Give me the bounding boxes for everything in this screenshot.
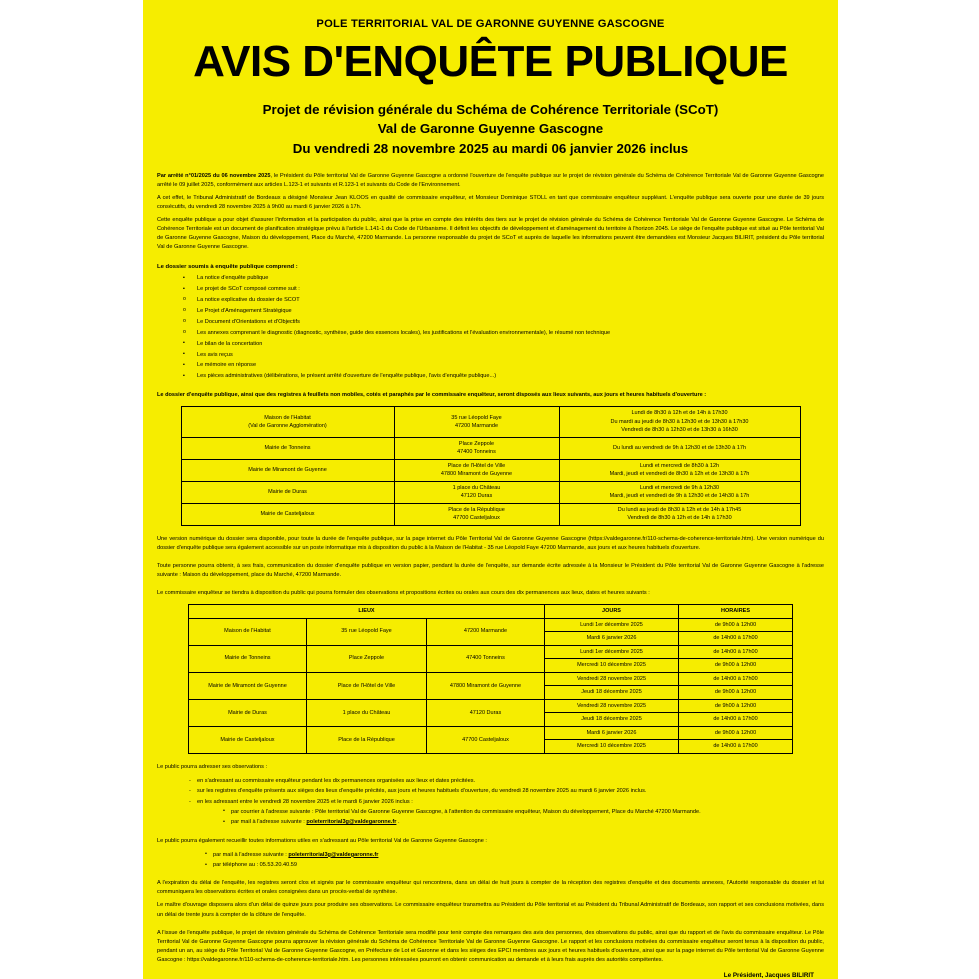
cell-horaire: de 14h00 à 17h00 [679, 672, 793, 686]
cell-jour: Mardi 6 janvier 2026 [545, 632, 679, 646]
cell-horaire: de 14h00 à 17h00 [679, 740, 793, 754]
cell-adresse [394, 481, 559, 503]
list-item: o La notice explicative du dossier de SCOT [183, 295, 824, 306]
list-item [223, 817, 824, 827]
cell-adresse [394, 407, 559, 438]
cell-horaires [559, 459, 800, 481]
cell-lieu [181, 407, 394, 438]
cell-cp: 47200 Marmande [426, 618, 544, 645]
table-row [181, 459, 800, 481]
list-item: o Le Document d'Orientations et d'Objectifs [183, 317, 824, 328]
adresse-line-1: Place de l'Hôtel de Ville [447, 462, 506, 469]
organisation-name: POLE TERRITORIAL VAL DE GARONNE GUYENNE GASCOGNE [316, 18, 665, 30]
renseignements-list [157, 850, 824, 871]
table-row [181, 437, 800, 459]
observations-dash-list [157, 776, 824, 807]
table-row [188, 672, 792, 686]
consultation-locations-table [181, 406, 801, 526]
closing-paragraph-3: A l'issue de l'enquête publique, le projet de révision générale du Schéma de Cohérence Territoriale sera modifié pour tenir compte des remarques des avis des personnes, des observations du public, ainsi que du rapport et de l'avis du commissaire enquêteur. Le Pôle Territorial Val de Garonne Guyenne Gascogne pourra approuver la révision générale du Schéma de Cohérence Territoriale Val de Garonne Guyenne Gascogne. Le rapport et les conclusions motivées du commissaire enquêteur seront tenus à la disposition du public, pendant un an, au siège du Pôle Territorial Val de Garonne Guyenne Gascogne, en Préfecture de Lot et Garonne et dans les sièges des EPCI membres aux jours et heures habituels d'ouverture, ainsi que sur la page internet du Pôle territorial Val de Garonne Guyenne Gascogne : https://valdegaronne.fr/110-schema-de-coherence-territoriale.htm. Les personnes intéressées pourront en obtenir communication au demande et à leurs frais auprès des autorités compétentes. [157, 929, 824, 963]
decree-reference: Par arrêté n°01/2025 du 06 novembre 2025 [157, 172, 271, 179]
mail-suffix: . [396, 819, 400, 826]
dossier-list [157, 273, 824, 295]
list-item: - sur les registres d'enquête présents aux sièges des lieux d'enquête précités, aux jours et heures habituels d'ouverture, du vendredi 28 novembre 2025 au mardi 6 janvier 2026 inclus. [189, 786, 824, 796]
cell-lieu: Mairie de Tonneins [181, 437, 394, 459]
adresse-line-2: 47700 Casteljaloux [453, 515, 500, 522]
cell-jour: Jeudi 18 décembre 2025 [545, 713, 679, 727]
numerique-paragraph-1: Une version numérique du dossier sera disponible, pour toute la durée de l'enquête publique, sur la page internet du Pôle Territorial Val de Garonne Guyenne Gascogne (https://valdegaronne.fr/110-schema-de-coherence-territoriale.htm). Une version numérique du dossier d'enquête publique sera également accessible sur un poste informatique mis à disposition du public à la Maison de l'Habitat - 35 rue Léopold Faye 47200 Marmande, aux jours et aux heures habituels d'ouverture. [157, 535, 824, 551]
horaire-line: Vendredi de 8h30 à 12h30 et de 13h30 à 16h30 [621, 427, 738, 434]
cell-horaire: de 9h00 à 12h00 [679, 618, 793, 632]
list-item: ▪ Le projet de SCoT composé comme suit : [183, 284, 824, 295]
email-link[interactable]: poleterritorial3g@valdegaronne.fr [306, 819, 397, 826]
renseignements-heading: Le public pourra également recueillir toutes informations utiles en s'adressant au Pôle territorial Val de Garonne Guyenne Gascogne : [157, 837, 487, 844]
mail-label: par mail à l'adresse suivante : [231, 819, 307, 826]
cell-horaire: de 9h00 à 12h00 [679, 699, 793, 713]
cell-adresse [394, 459, 559, 481]
subtitle-line-3: Du vendredi 28 novembre 2025 au mardi 06 janvier 2026 inclus [292, 140, 689, 156]
lieu-line-1: Maison de l'Habitat [264, 414, 311, 421]
cell-adresse [394, 437, 559, 459]
table-row [181, 503, 800, 525]
closing-paragraph-2: Le maître d'ouvrage disposera alors d'un délai de quinze jours pour produire ses observations. Le commissaire enquêteur transmettra au Président du Pôle territorial et au Président du Tribunal Administratif de Bordeaux, son rapport et ses conclusions motivées, dans un délai de trente jours à compter de la clôture de l'enquête. [157, 902, 824, 918]
list-item: • par téléphone au : 05.53.20.40.59 [205, 860, 824, 870]
table-row [188, 645, 792, 659]
numerique-paragraph-2: Toute personne pourra obtenir, à ses frais, communication du dossier d'enquête publique en version papier, pendant la durée de l'enquête, sur demande écrite adressée à la Monsieur le Président du Pôle territorial Val de Garonne Guyenne Gascogne à l'adresse suivante : Maison du développement, place du Marché, 47200 Marmande. [157, 563, 824, 579]
permanences-table [188, 604, 793, 754]
horaire-line: Mardi, jeudi et vendredi de 8h30 à 12h et de 13h30 à 17h [609, 471, 750, 478]
cell-adresse: 1 place du Château [306, 699, 426, 726]
intro-paragraph-1 [157, 172, 824, 190]
cell-horaire: de 14h00 à 17h00 [679, 632, 793, 646]
list-item: o Le Projet d'Aménagement Stratégique [183, 306, 824, 317]
cell-cp: 47800 Miramont de Guyenne [426, 672, 544, 699]
list-item [205, 850, 824, 860]
header-lieux: LIEUX [188, 605, 544, 619]
adresse-line-1: 35 rue Léopold Faye [451, 414, 502, 421]
intro-paragraph-3: Cette enquête publique a pour objet d'assurer l'information et la participation du public, ainsi que la prise en compte des intérêts des tiers sur le projet de révision générale du Schéma de Cohérence Territoriale Val de Garonne Guyenne Gascogne. Le Schéma de Cohérence Territoriale est un document de planification stratégique prévu à l'article L.141-1 du Code de l'Urbanisme. Il définit les objectifs de développement et d'aménagement du territoire à l'horizon 2045. Le siège de l'enquête publique est situé au Pôle territorial Val de Garonne Guyenne Gascogne, Maison du développement, Place du Marché, 47200 Marmande. La personne responsable du projet de SCoT et auprès de laquelle les informations peuvent être demandées est Monsieur Jacques BILIRIT, président du Pôle territorial Val de Garonne Guyenne Gascogne. [157, 216, 824, 251]
cell-jour: Mercredi 10 décembre 2025 [545, 659, 679, 673]
page-title: AVIS D'ENQUÊTE PUBLIQUE [193, 37, 788, 86]
email-link[interactable]: poleterritorial3g@valdegaronne.fr [288, 851, 379, 858]
table-row [188, 699, 792, 713]
observations-heading: Le public pourra adresser ses observations : [157, 763, 268, 770]
cell-jour: Lundi 1er décembre 2025 [545, 645, 679, 659]
adresse-line-1: Place Zeppole [458, 440, 495, 447]
table-row [181, 481, 800, 503]
intro-paragraph-1-rest: , le Président du Pôle territorial Val de Garonne Guyenne Gascogne a ordonné l'ouverture de l'enquête publique sur le projet de révision générale du Schéma de Cohérence Territoriale Val de Garonne Guyenne Gascogne arrêté le 09 juillet 2025, conformément aux articles L.123-1 et suivants et R.123-1 et suivants du Code de l'Environnement. [157, 172, 824, 188]
adresse-line-2: 47800 Miramont de Guyenne [440, 471, 513, 478]
list-item: - en s'adressant au commissaire enquêteur pendant les dix permanences organisées aux lieux et dates précitées. [189, 776, 824, 786]
cell-horaire: de 9h00 à 12h00 [679, 659, 793, 673]
cell-horaires [559, 481, 800, 503]
cell-adresse: Place de l'Hôtel de Ville [306, 672, 426, 699]
public-enquiry-poster [143, 0, 838, 979]
cell-horaires [559, 407, 800, 438]
cell-jour: Vendredi 28 novembre 2025 [545, 699, 679, 713]
consultation-lead: Le dossier d'enquête publique, ainsi que des registres à feuillets non mobiles, cotés et paraphés par le commissaire enquêteur, seront disposés aux lieux suivants, aux jours et heures habituels d'ouverture : [157, 392, 707, 399]
cell-jour: Vendredi 28 novembre 2025 [545, 672, 679, 686]
list-item: ▪ Les avis reçus [183, 350, 824, 361]
list-item: o Les annexes comprenant le diagnostic (diagnostic, synthèse, guide des essences locales), les justifications et l'évaluation environnementale), le résumé non technique [183, 328, 824, 339]
adresse-line-1: 1 place du Château [452, 484, 501, 491]
dossier-sublist [157, 295, 824, 339]
cell-horaires [559, 503, 800, 525]
header-horaires: HORAIRES [679, 605, 793, 619]
cell-adresse: Place Zeppole [306, 645, 426, 672]
cell-horaire: de 14h00 à 17h00 [679, 645, 793, 659]
cell-lieu: Mairie de Tonneins [188, 645, 306, 672]
table-header-row [188, 605, 792, 619]
cell-lieu: Mairie de Duras [181, 481, 394, 503]
horaire-line: Mardi, jeudi et vendredi de 9h à 12h30 et de 14h30 à 17h [609, 493, 750, 500]
horaire-line: Lundi et mercredi de 8h30 à 12h [639, 462, 720, 469]
horaire-line: Vendredi de 8h30 à 12h et de 14h à 17h30 [627, 515, 732, 522]
cell-lieu: Mairie de Miramont de Guyenne [181, 459, 394, 481]
list-item: ▪ Les pièces administratives (délibérations, le présent arrêté d'ouverture de l'enquête publique, l'avis d'enquête publique...) [183, 371, 824, 382]
closing-section [157, 879, 824, 964]
adresse-line-2: 47200 Marmande [454, 423, 499, 430]
horaire-line: Lundi de 8h30 à 12h et de 14h à 17h30 [631, 410, 728, 417]
list-item: ▪ La notice d'enquête publique [183, 273, 824, 284]
cell-jour: Lundi 1er décembre 2025 [545, 618, 679, 632]
observations-dot-list [157, 807, 824, 828]
cell-cp: 47400 Tonneins [426, 645, 544, 672]
intro-section [157, 172, 824, 252]
table-row [188, 726, 792, 740]
numerique-paragraph-3: Le commissaire enquêteur se tiendra à disposition du public qui pourra formuler des observations et propositions écrites ou orales aux cours des dix permanences aux lieux, dates et heures suivants : [157, 590, 650, 597]
cell-lieu: Maison de l'Habitat [188, 618, 306, 645]
mail-label: par mail à l'adresse suivante : [213, 851, 289, 858]
cell-horaire: de 9h00 à 12h00 [679, 686, 793, 700]
horaire-line: Du lundi au jeudi de 8h30 à 12h et de 14h à 17h45 [617, 506, 742, 513]
subtitle-line-2: Val de Garonne Guyenne Gascogne [377, 121, 604, 137]
lieu-line-2: (Val de Garonne Agglomération) [248, 423, 327, 430]
cell-adresse: 35 rue Léopold Faye [306, 618, 426, 645]
list-item: • par courrier à l'adresse suivante : Pôle territorial Val de Garonne Guyenne Gascogne, à l'attention du commissaire enquêteur, Maison du développement, Place du Marché 47200 Marmande. [223, 807, 824, 817]
cell-jour: Mercredi 10 décembre 2025 [545, 740, 679, 754]
cell-jour: Mardi 6 janvier 2026 [545, 726, 679, 740]
dossier-heading: Le dossier soumis à enquête publique comprend : [157, 264, 298, 271]
intro-paragraph-2: A cet effet, le Tribunal Administratif de Bordeaux a désigné Monsieur Jean KLOOS en qualité de commissaire enquêteur, et Monsieur Dominique STOLL en tant que commissaire enquêteur suppléant. L'enquête publique sera ouverte pour une durée de 39 jours consécutifs, du vendredi 28 novembre 2025 à 9h00 au mardi 6 janvier 2026 à 17h. [157, 194, 824, 210]
dossier-list-continued [157, 339, 824, 383]
header-jours: JOURS [545, 605, 679, 619]
cell-horaire: de 14h00 à 17h00 [679, 713, 793, 727]
cell-lieu: Mairie de Casteljaloux [188, 726, 306, 753]
cell-lieu: Mairie de Miramont de Guyenne [188, 672, 306, 699]
horaire-line: Lundi et mercredi de 9h à 12h30 [639, 484, 720, 491]
cell-adresse [394, 503, 559, 525]
subtitle-block [157, 100, 824, 158]
closing-paragraph-1: A l'expiration du délai de l'enquête, les registres seront clos et signés par le commissaire enquêteur qui rencontrera, dans un délai de huit jours à compter de la réception des registres d'enquête et des documents annexes, l'Autorité responsable du dossier et lui communiquera les observations écrites et orales consignées dans un procès-verbal de synthèse. [157, 880, 824, 896]
adresse-line-1: Place de la République [448, 506, 505, 513]
numerique-section [157, 535, 824, 598]
table-row [188, 618, 792, 632]
cell-horaires: Du lundi au vendredi de 9h à 12h30 et de 13h30 à 17h [559, 437, 800, 459]
list-item: ▪ Le bilan de la concertation [183, 339, 824, 350]
cell-horaire: de 9h00 à 12h00 [679, 726, 793, 740]
signature: Le Président, Jacques BILIRIT [723, 971, 814, 979]
cell-lieu: Mairie de Casteljaloux [181, 503, 394, 525]
cell-lieu: Mairie de Duras [188, 699, 306, 726]
subtitle-line-1: Projet de révision générale du Schéma de Cohérence Territoriale (SCoT) [262, 102, 719, 117]
list-item: - en les adressant entre le vendredi 28 novembre 2025 et le mardi 6 janvier 2026 inclus : [189, 797, 824, 807]
table-row [181, 407, 800, 438]
cell-cp: 47120 Duras [426, 699, 544, 726]
cell-adresse: Place de la République [306, 726, 426, 753]
adresse-line-2: 47120 Duras [460, 493, 493, 500]
cell-jour: Jeudi 18 décembre 2025 [545, 686, 679, 700]
adresse-line-2: 47400 Tonneins [457, 449, 496, 456]
horaire-line: Du mardi au jeudi de 8h30 à 12h30 et de 13h30 à 17h30 [610, 418, 749, 425]
list-item: ▪ Le mémoire en réponse [183, 360, 824, 371]
cell-cp: 47700 Casteljaloux [426, 726, 544, 753]
